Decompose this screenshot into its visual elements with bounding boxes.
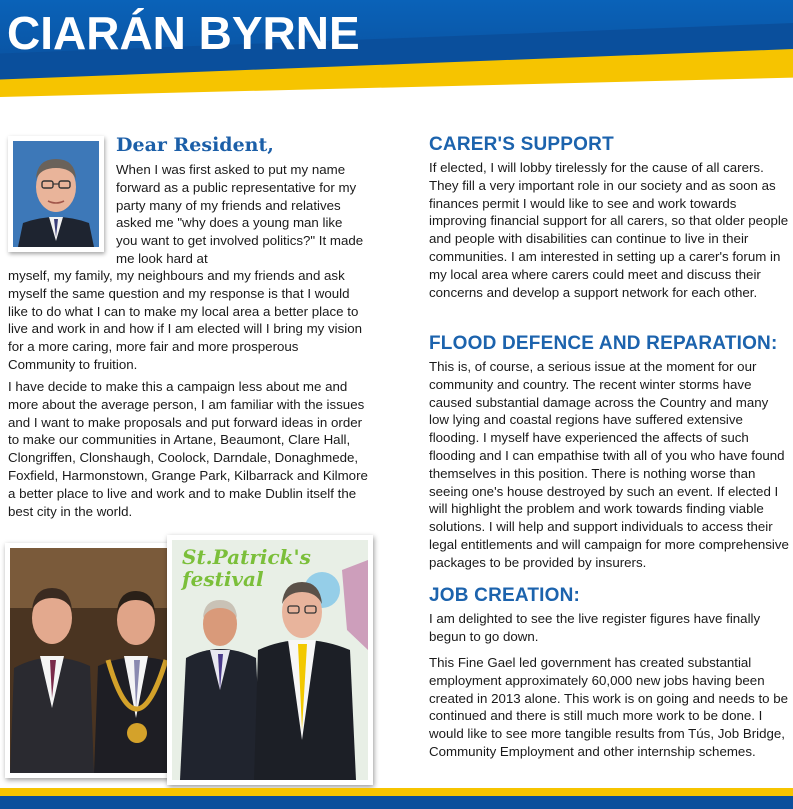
page-title: CIARÁN BYRNE: [7, 7, 360, 59]
intro-paragraph: When I was first asked to put my name forward as a public representative for my party many of my friends and relatives asked me "why does a young man like you want to get involved politics?" It made me look hard at: [116, 162, 364, 266]
festival-sign: St.Patrick's festival: [182, 545, 311, 591]
footer-blue-stripe: [0, 796, 793, 809]
portrait-image: [13, 141, 99, 247]
header-banner: [0, 0, 793, 112]
footer-yellow-stripe: [0, 788, 793, 796]
flood-defence-text: This is, of course, a serious issue at the moment for our community and country. The recent winter storms have caused substantial damage across the Country and many low lying and coastal regions have suffered extensive flooding. I myself have experienced the affects of such flooding and I can empathise twith all of you who have found themselves in this position. There is nothing worse than seeing one's house destroyed by such an event. If elected I will highlight the problem and work towards finding viable solutions. I will help and support individuals to access their legal entitlements and will campaign for more comprehensive packages to be provided by insurers.: [429, 359, 789, 570]
job-creation-heading: JOB CREATION:: [429, 585, 581, 606]
job-creation-text-2: This Fine Gael led government has created substantial employment approximately 60,000 new jobs having been created in 2013 alone. This work is on going and needs to be continued and there is still much more work to be done. I would like to see more tangible results from Tús, Job Bridge, Community Employment and other internship schemes.: [429, 655, 789, 759]
portrait-photo: [8, 136, 104, 252]
flood-defence-heading: FLOOD DEFENCE AND REPARATION:: [429, 333, 778, 354]
job-creation-text-1: I am delighted to see the live register figures have finally begun to go down.: [429, 611, 761, 644]
portrait-figure-icon: [13, 141, 99, 247]
carers-support-text: If elected, I will lobby tirelessly for the cause of all carers. They fill a very important role in our society and as soon as finances permit I would like to see and work towards improving financial support for all carers, so that older people and people with disabilities can continue to live in their communities. I am interested in setting up a carer's forum in my local area where carers could meet and discuss their concerns and develop a support network for each other.: [429, 160, 789, 300]
photo-st-patricks-festival: [167, 535, 373, 785]
photo-with-mayor: [5, 543, 191, 778]
intro-paragraph-continued: myself, my family, my neighbours and my friends and ask myself the same question and my response is that I would like to do what I can to make my local area a better place to live and work in and how if I am elected will I bring my vision for a more caring, more fair and more prosperous Community to fruition.: [8, 268, 362, 372]
photo-st-patricks-image: [172, 540, 368, 780]
two-men-photo-icon: [10, 548, 186, 773]
photo-with-mayor-image: [10, 548, 186, 773]
carers-support-heading: CARER'S SUPPORT: [429, 134, 614, 155]
campaign-paragraph: I have decide to make this a campaign less about me and more about the average person, I am familiar with the issues and I want to make proposals and put forward ideas in order to make our communities in Artane, Beaumont, Clare Hall, Clongriffen, Clonshaugh, Coolock, Darndale, Donaghmede, Foxfield, Harmonstown, Grange Park, Kilbarrack and Kilmore a better place to live and work and to make Dublin itself the best city in the world.: [8, 379, 368, 519]
greeting: Dear Resident,: [116, 134, 274, 156]
